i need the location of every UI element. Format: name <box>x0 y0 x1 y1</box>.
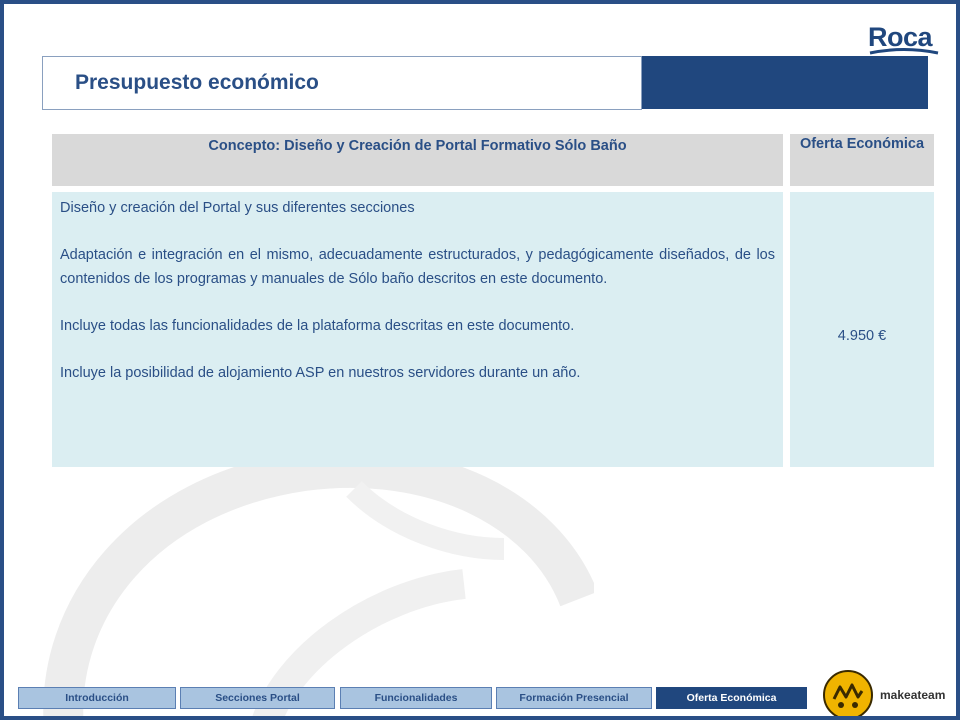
concept-description <box>52 192 783 467</box>
roca-logo <box>866 20 942 60</box>
nav-secciones-portal[interactable]: Secciones Portal <box>180 687 335 709</box>
header-concept: Concepto: Diseño y Creación de Portal Formativo Sólo Baño <box>52 134 783 186</box>
nav-introduccion[interactable]: Introducción <box>18 687 176 709</box>
header-oferta: Oferta Económica <box>790 134 934 186</box>
nav-formacion-presencial[interactable]: Formación Presencial <box>496 687 652 709</box>
svg-text:Roca: Roca <box>868 22 933 52</box>
page-title: Presupuesto económico <box>75 71 319 94</box>
nav-funcionalidades[interactable]: Funcionalidades <box>340 687 492 709</box>
title-accent-bar <box>642 56 928 109</box>
makeateam-brand-text: makeateam <box>880 688 946 702</box>
description-line-1: Diseño y creación del Portal y sus diferentes secciones <box>60 200 415 216</box>
title-box <box>42 56 642 110</box>
nav-oferta-economica[interactable]: Oferta Económica <box>656 687 807 709</box>
description-line-2: Adaptación e integración en el mismo, adecuadamente estructurados, y pedagógicamente diseñados, de los contenidos de los programas y manuales de Sólo baño descritos en este documento. <box>60 247 775 287</box>
description-line-4: Incluye la posibilidad de alojamiento ASP en nuestros servidores durante un año. <box>60 364 581 381</box>
description-line-3: Incluye todas las funcionalidades de la plataforma descritas en este documento. <box>60 317 575 334</box>
makeateam-logo-icon <box>822 669 874 720</box>
price-cell: 4.950 € <box>790 192 934 467</box>
